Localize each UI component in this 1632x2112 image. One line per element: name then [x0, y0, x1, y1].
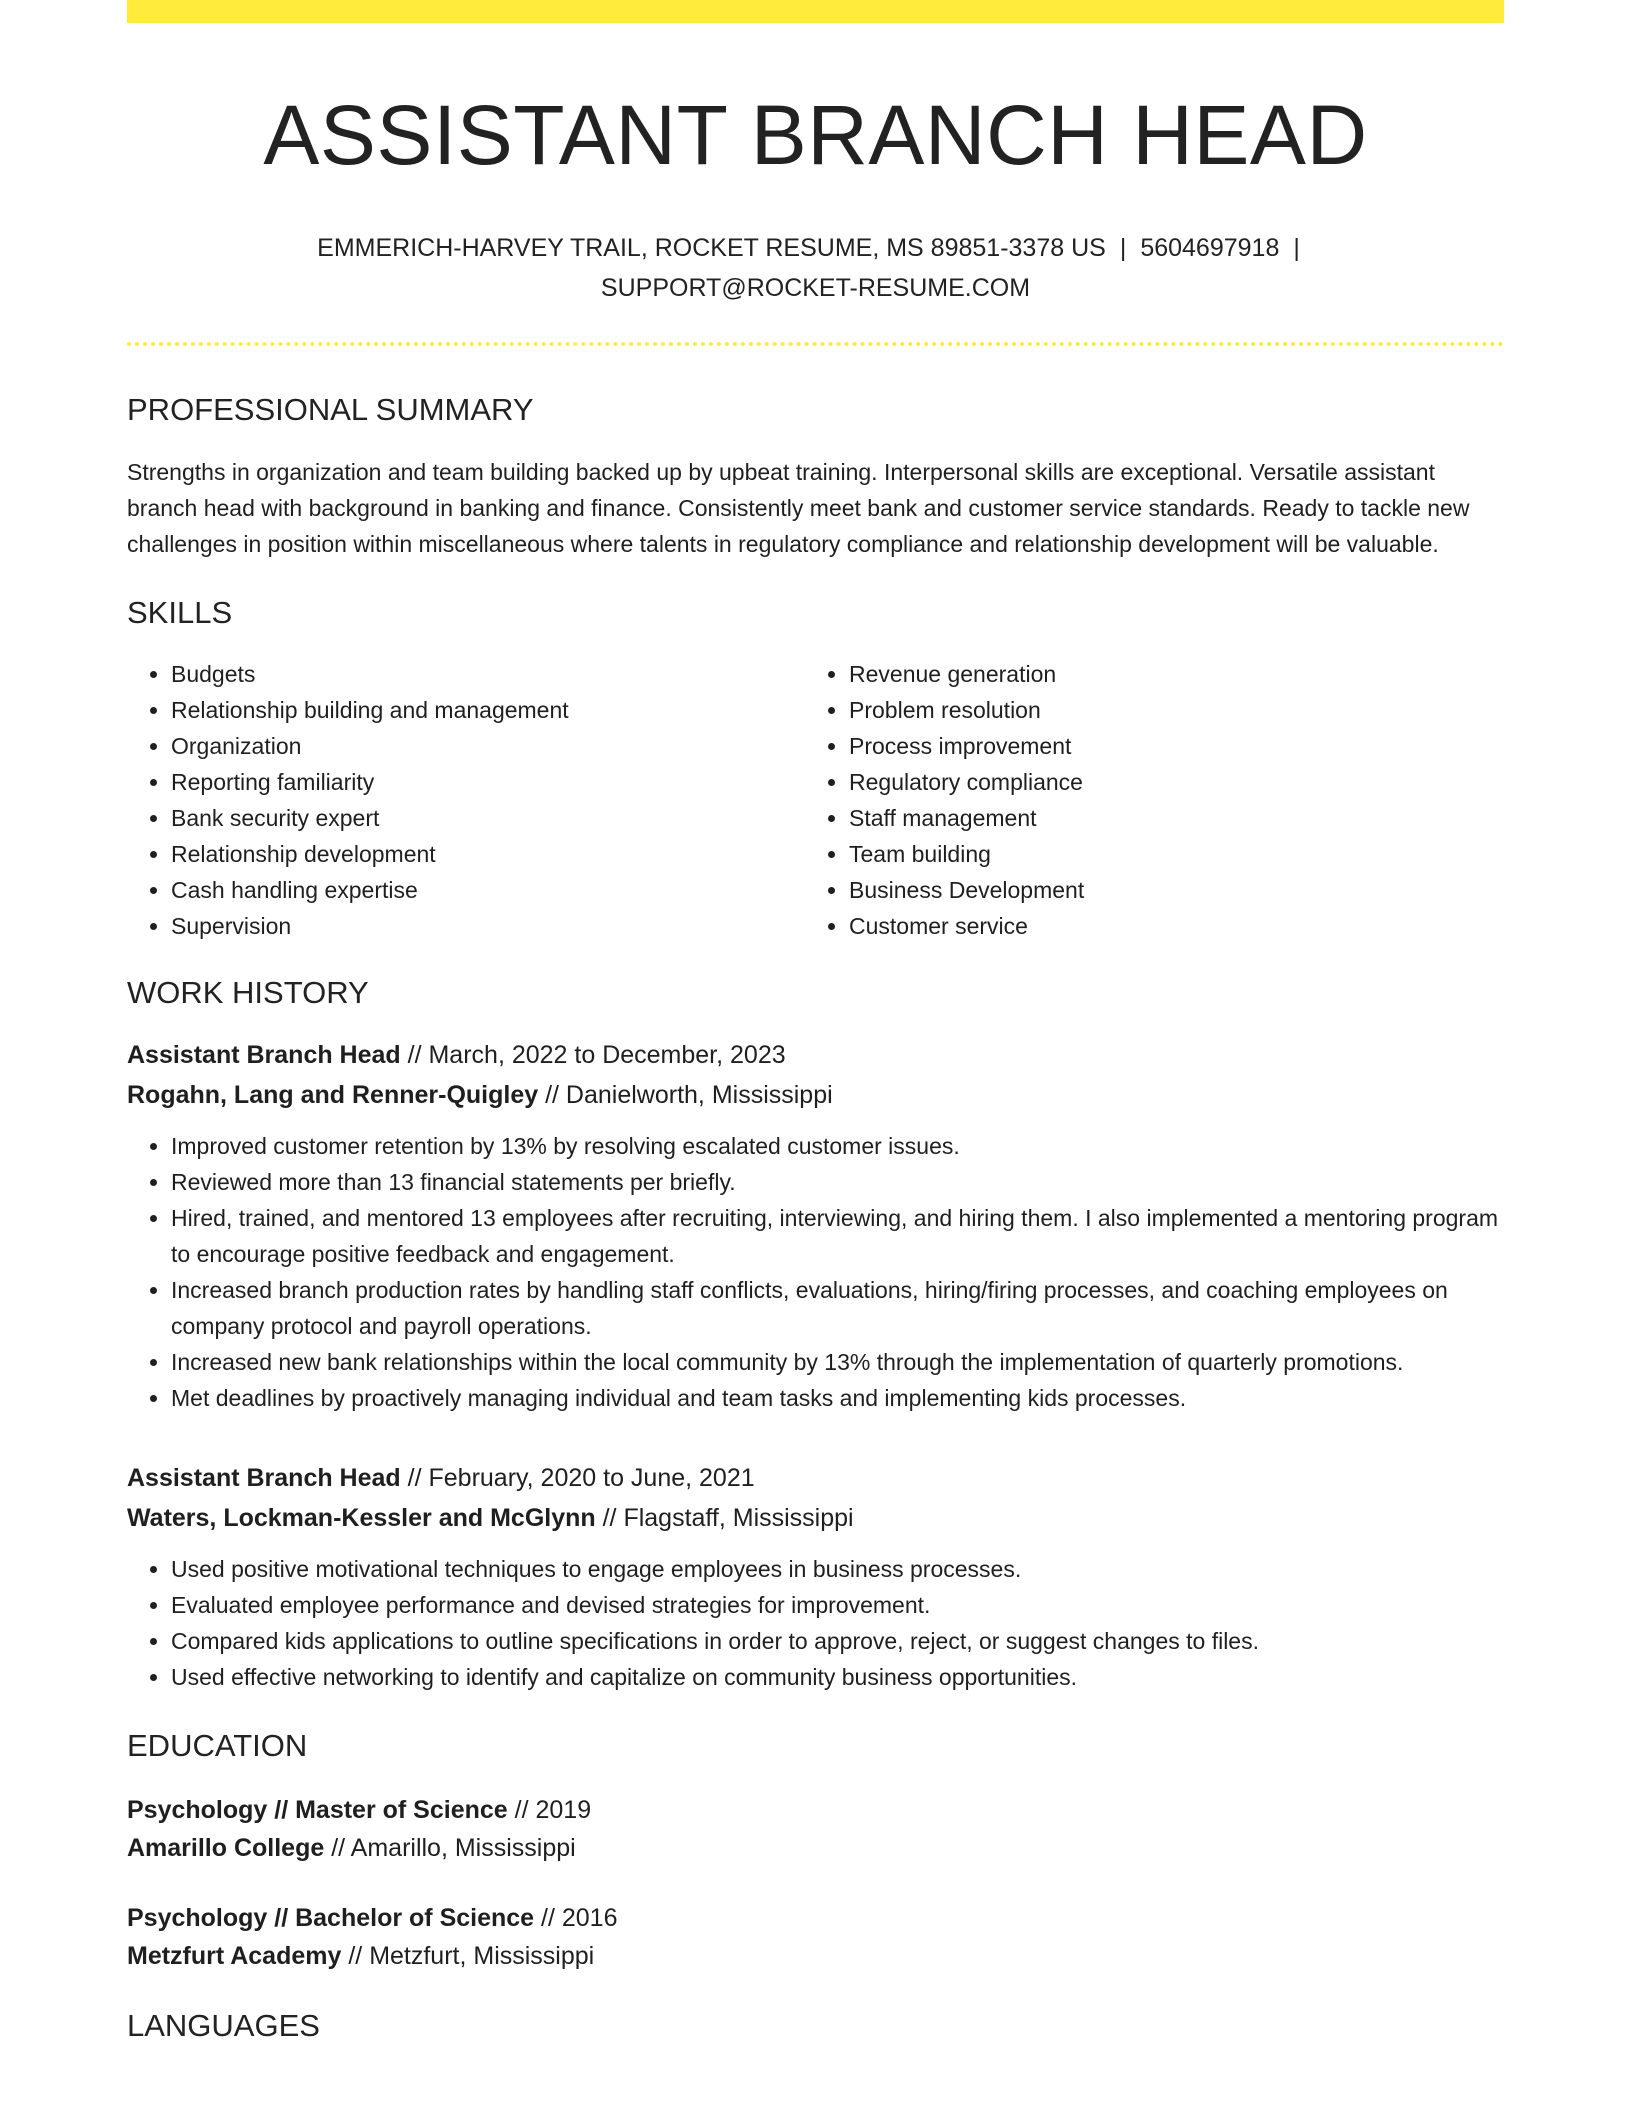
- contact-address: EMMERICH-HARVEY TRAIL, ROCKET RESUME, MS 89851-3378 US: [317, 233, 1106, 262]
- summary-text: Strengths in organization and team building backed up by upbeat training. Interpersonal skills are exceptional. Versatile assistant branch head with background in banking and finance. Consistently meet bank and customer service standards. Ready to tackle new challenges in position within miscellaneous where talents in regulatory compliance and relationship development will be valuable.: [127, 458, 1470, 557]
- skill-item: • Revenue generation: [849, 656, 1483, 692]
- section-title-languages: LANGUAGES: [127, 2007, 320, 2043]
- job-company: Waters, Lockman-Kessler and McGlynn: [127, 1504, 596, 1533]
- job-dates: // March, 2022 to December, 2023: [400, 1041, 786, 1070]
- education-degree-line: [127, 1791, 1504, 1829]
- job-bullets: [127, 1551, 1504, 1695]
- skill-item: • Problem resolution: [849, 692, 1483, 728]
- education-school-line: [127, 1829, 1504, 1867]
- job-bullet: • Used effective networking to identify and capitalize on community business opportunities.: [171, 1659, 1504, 1695]
- skill-item: • Supervision: [171, 908, 805, 944]
- education-location: // Metzfurt, Mississippi: [341, 1941, 595, 1970]
- contact-separator: |: [1293, 233, 1300, 262]
- skill-item: • Cash handling expertise: [171, 872, 805, 908]
- skills-column-right: [805, 656, 1483, 944]
- skill-item: • Staff management: [849, 800, 1483, 836]
- job-role: Assistant Branch Head: [127, 1041, 401, 1070]
- education-year: // 2019: [507, 1795, 592, 1824]
- job-bullet: • Increased new bank relationships within the local community by 13% through the implementation of quarterly promotions.: [171, 1344, 1504, 1380]
- education-year: // 2016: [534, 1903, 618, 1932]
- job-bullet: • Improved customer retention by 13% by resolving escalated customer issues.: [171, 1128, 1504, 1164]
- skill-item: • Process improvement: [849, 728, 1483, 764]
- skill-item: • Relationship building and management: [171, 692, 805, 728]
- job-company-line: [127, 1075, 1504, 1115]
- education-entry: [127, 1899, 1504, 1975]
- skill-item: • Organization: [171, 728, 805, 764]
- job-bullet: • Met deadlines by proactively managing individual and team tasks and implementing kids processes.: [171, 1380, 1504, 1416]
- job-role-line: [127, 1035, 1504, 1075]
- job-role: Assistant Branch Head: [127, 1464, 401, 1493]
- resume-title: ASSISTANT BRANCH HEAD: [263, 88, 1368, 182]
- skills-column-left: [127, 656, 805, 944]
- education-degree-line: [127, 1899, 1504, 1937]
- job-bullets: [127, 1128, 1504, 1416]
- education-school: Amarillo College: [127, 1833, 325, 1862]
- job-entry: [127, 1458, 1504, 1695]
- contact-email: SUPPORT@ROCKET-RESUME.COM: [600, 273, 1031, 302]
- job-bullet: • Used positive motivational techniques to engage employees in business processes.: [171, 1551, 1504, 1587]
- job-bullet: • Evaluated employee performance and devised strategies for improvement.: [171, 1587, 1504, 1623]
- dotted-divider: [127, 342, 1504, 346]
- skill-item: • Regulatory compliance: [849, 764, 1483, 800]
- section-title-work-history: WORK HISTORY: [127, 975, 369, 1011]
- job-location: // Flagstaff, Mississippi: [595, 1504, 854, 1533]
- job-bullet: • Hired, trained, and mentored 13 employees after recruiting, interviewing, and hiring them. I also implemented a mentoring program to encourage positive feedback and engagement.: [171, 1200, 1504, 1272]
- job-company-line: [127, 1498, 1504, 1538]
- job-company: Rogahn, Lang and Renner-Quigley: [127, 1081, 539, 1110]
- resume-page: [127, 0, 1504, 2044]
- education-entry: [127, 1791, 1504, 1867]
- job-bullet: • Reviewed more than 13 financial statements per briefly.: [171, 1164, 1504, 1200]
- skill-item: • Reporting familiarity: [171, 764, 805, 800]
- education-location: // Amarillo, Mississippi: [324, 1833, 576, 1862]
- contact-info: [306, 228, 1326, 308]
- skill-item: • Relationship development: [171, 836, 805, 872]
- job-location: // Danielworth, Mississippi: [538, 1081, 833, 1110]
- section-title-summary: PROFESSIONAL SUMMARY: [127, 391, 534, 427]
- section-title-education: EDUCATION: [127, 1728, 308, 1764]
- skill-item: • Business Development: [849, 872, 1483, 908]
- contact-separator: |: [1119, 233, 1127, 262]
- job-entry: [127, 1035, 1504, 1416]
- skill-item: • Budgets: [171, 656, 805, 692]
- job-bullet: • Increased branch production rates by handling staff conflicts, evaluations, hiring/firing processes, and coaching employees on company protocol and payroll operations.: [171, 1272, 1504, 1344]
- education-degree: Psychology // Bachelor of Science: [127, 1903, 535, 1932]
- job-dates: // February, 2020 to June, 2021: [400, 1464, 755, 1493]
- education-school-line: [127, 1937, 1504, 1975]
- skill-item: • Bank security expert: [171, 800, 805, 836]
- skill-item: • Customer service: [849, 908, 1483, 944]
- skills-list: [127, 656, 1504, 944]
- education-school: Metzfurt Academy: [127, 1941, 342, 1970]
- contact-phone: 5604697918: [1140, 233, 1280, 262]
- section-title-skills: SKILLS: [127, 594, 233, 630]
- job-bullet: • Compared kids applications to outline specifications in order to approve, reject, or suggest changes to files.: [171, 1623, 1504, 1659]
- skill-item: • Team building: [849, 836, 1483, 872]
- job-role-line: [127, 1458, 1504, 1498]
- accent-top-bar: [127, 0, 1504, 23]
- education-degree: Psychology // Master of Science: [127, 1795, 508, 1824]
